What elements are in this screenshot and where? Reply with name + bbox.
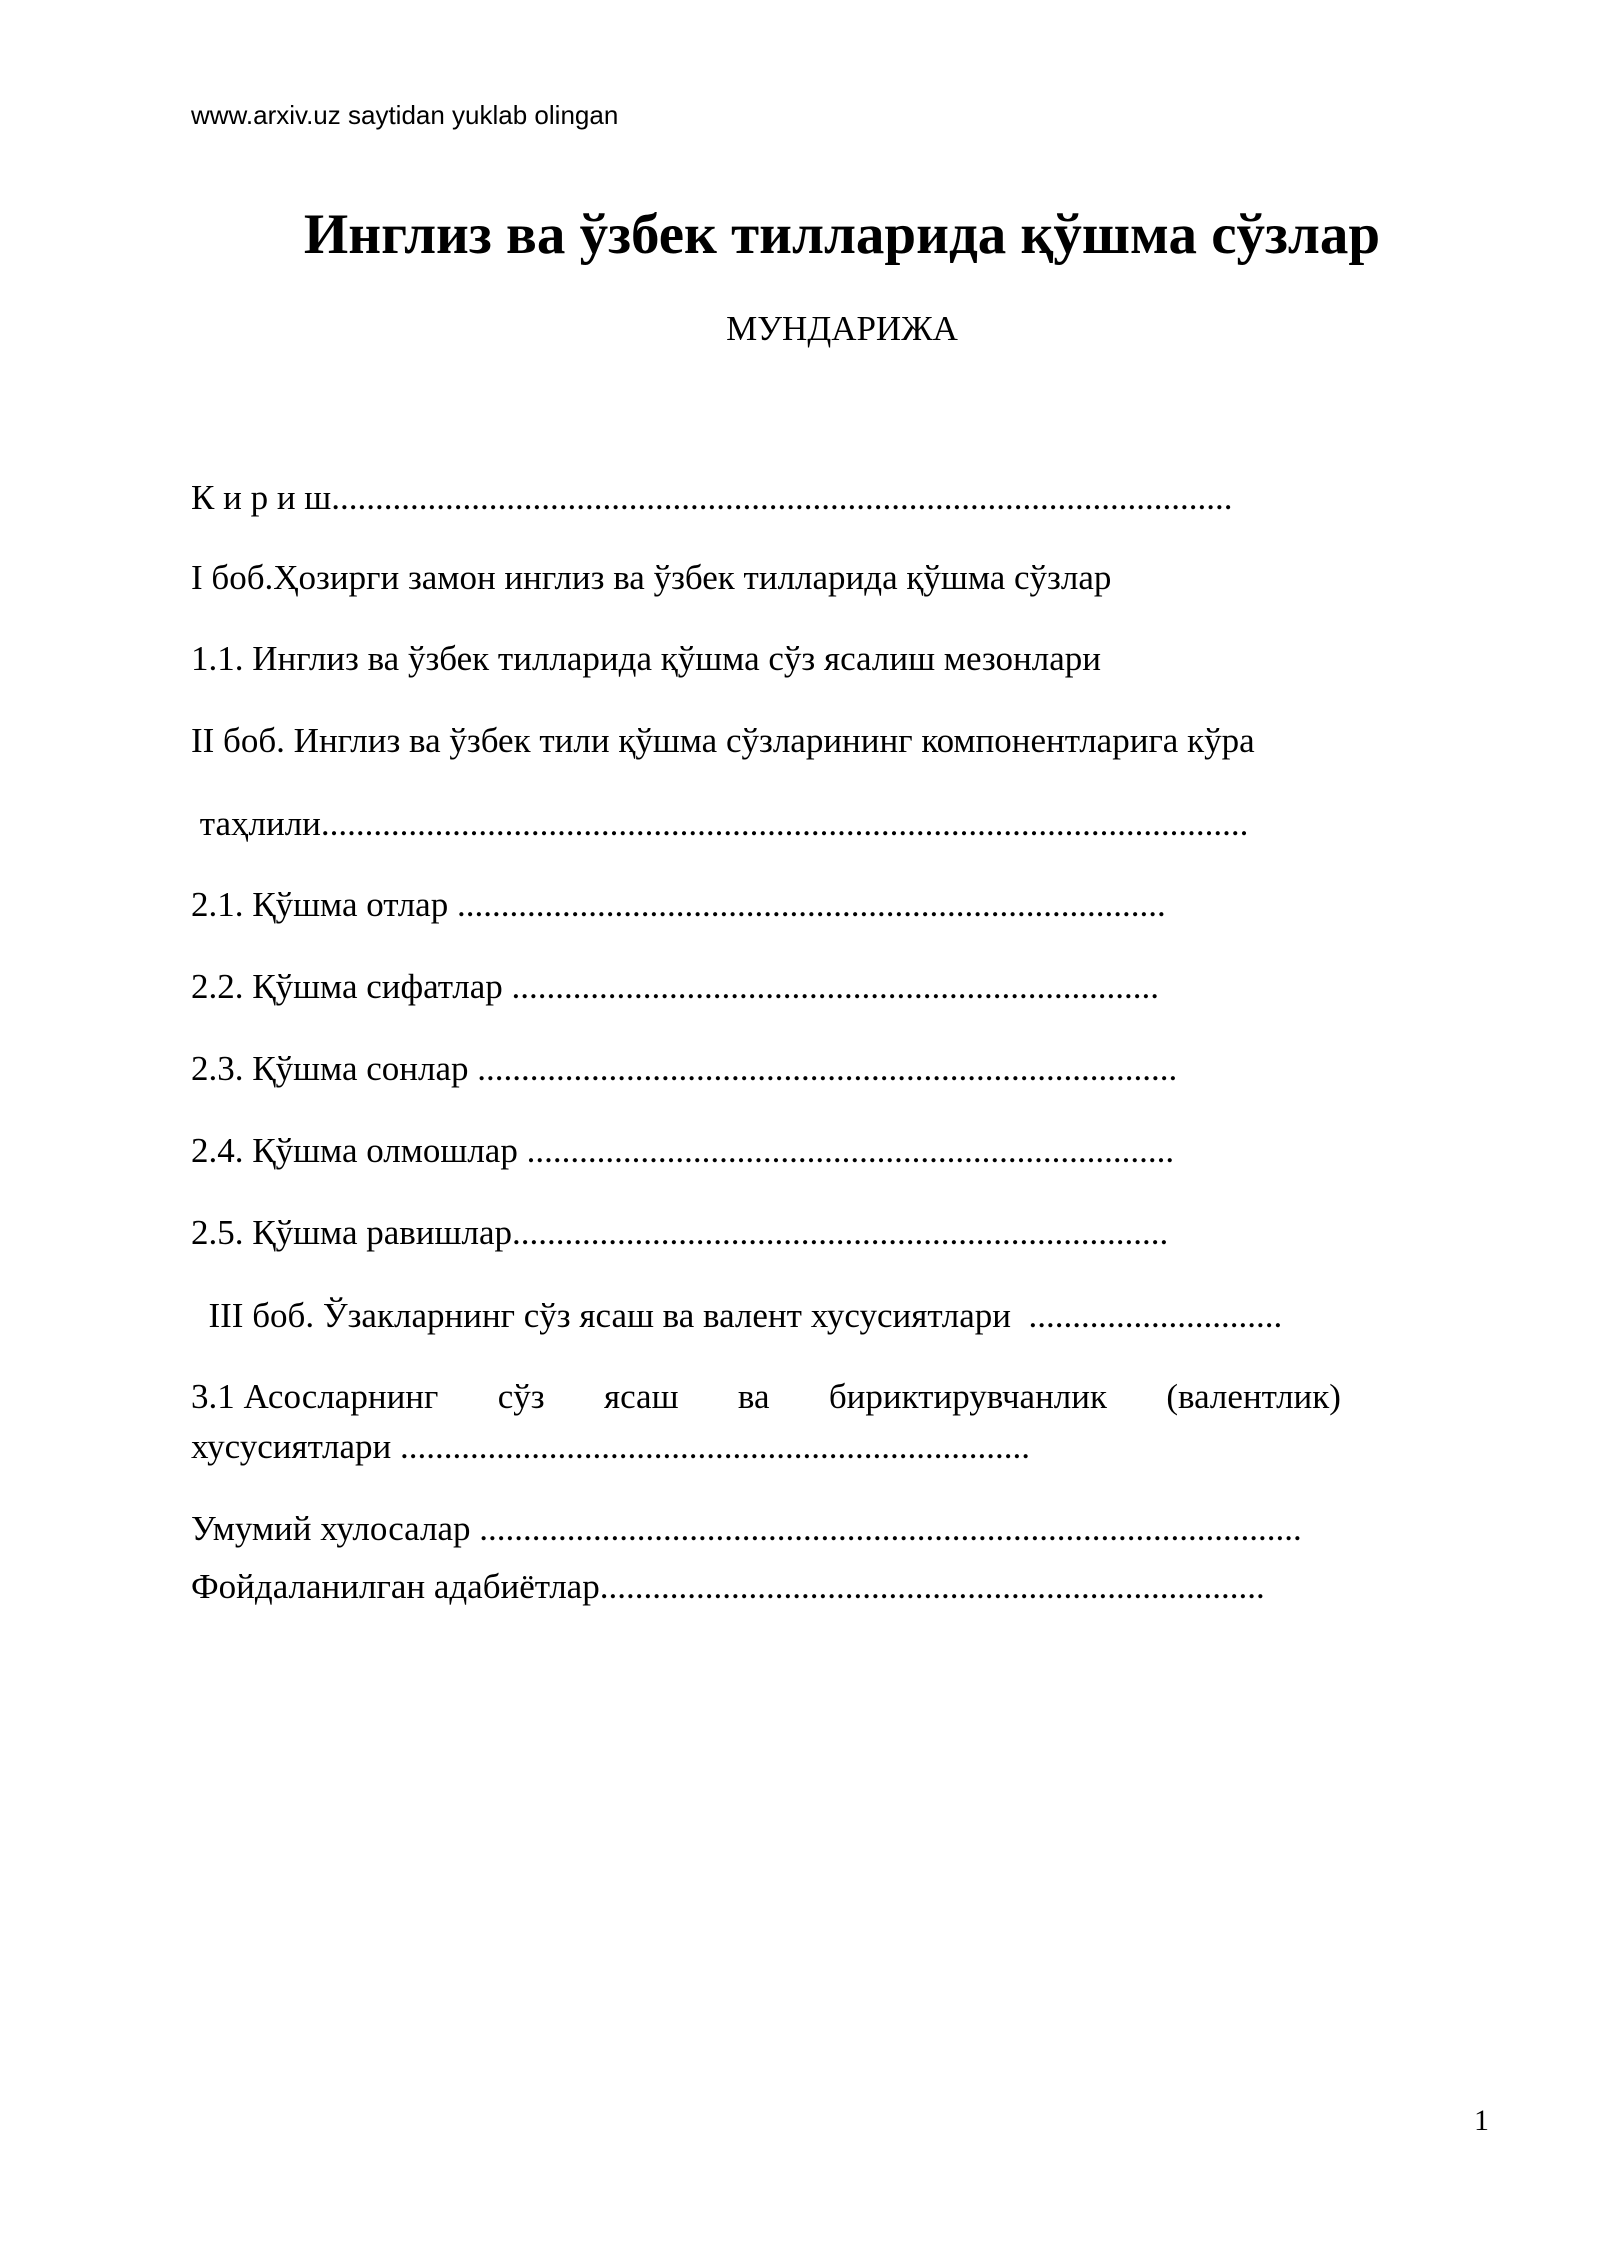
- toc-word: (валентлик): [1166, 1377, 1341, 1416]
- toc-entry-section-2-4: 2.4. Қўшма олмошлар ..........................................................................: [191, 1131, 1175, 1170]
- page-number: 1: [1474, 2104, 1489, 2137]
- source-note: www.arxiv.uz saytidan yuklab olingan: [191, 100, 619, 130]
- toc-word: ва: [737, 1377, 770, 1416]
- toc-entry-references: Фойдаланилган адабиётлар............................................................................: [191, 1567, 1265, 1606]
- toc-entry-section-2-3: 2.3. Қўшма сонлар ................................................................................: [191, 1049, 1178, 1088]
- toc-word: сўз: [497, 1377, 545, 1416]
- toc-entry-conclusion: Умумий хулосалар ..............................................................................................: [191, 1509, 1302, 1548]
- toc-entry-section-2-5: 2.5. Қўшма равишлар...........................................................................: [191, 1213, 1169, 1252]
- document-title: Инглиз ва ўзбек тилларида қўшма сўзлар: [303, 203, 1381, 266]
- toc-word: 3.1 Асосларнинг: [191, 1377, 439, 1416]
- toc-entry-section-3-1: [191, 1376, 1341, 1418]
- toc-heading: МУНДАРИЖА: [726, 309, 958, 348]
- toc-entry-intro: К и р и ш.......................................................................................................: [191, 478, 1233, 517]
- toc-word: бириктирувчанлик: [828, 1377, 1108, 1416]
- toc-entry-section-2-1: 2.1. Қўшма отлар .................................................................................: [191, 885, 1166, 924]
- toc-entry-section-1-1: 1.1. Инглиз ва ўзбек тилларида қўшма сўз ясалиш мезонлари: [191, 639, 1101, 678]
- toc-entry-section-2-2: 2.2. Қўшма сифатлар ..........................................................................: [191, 967, 1159, 1006]
- toc-word: ясаш: [604, 1377, 679, 1416]
- toc-entry-chapter-1: I боб.Ҳозирги замон инглиз ва ўзбек тилларида қўшма сўзлар: [191, 558, 1112, 597]
- toc-entry-section-3-1-continued: хусусиятлари ........................................................................: [191, 1427, 1031, 1466]
- toc-entry-chapter-2-continued: таҳлили..........................................................................................................: [191, 804, 1249, 843]
- toc-entry-chapter-3: III боб. Ўзакларнинг сўз ясаш ва валент хусусиятлари .............................: [191, 1296, 1283, 1335]
- toc-entry-chapter-2: II боб. Инглиз ва ўзбек тили қўшма сўзларининг компонентларига кўра: [191, 721, 1255, 760]
